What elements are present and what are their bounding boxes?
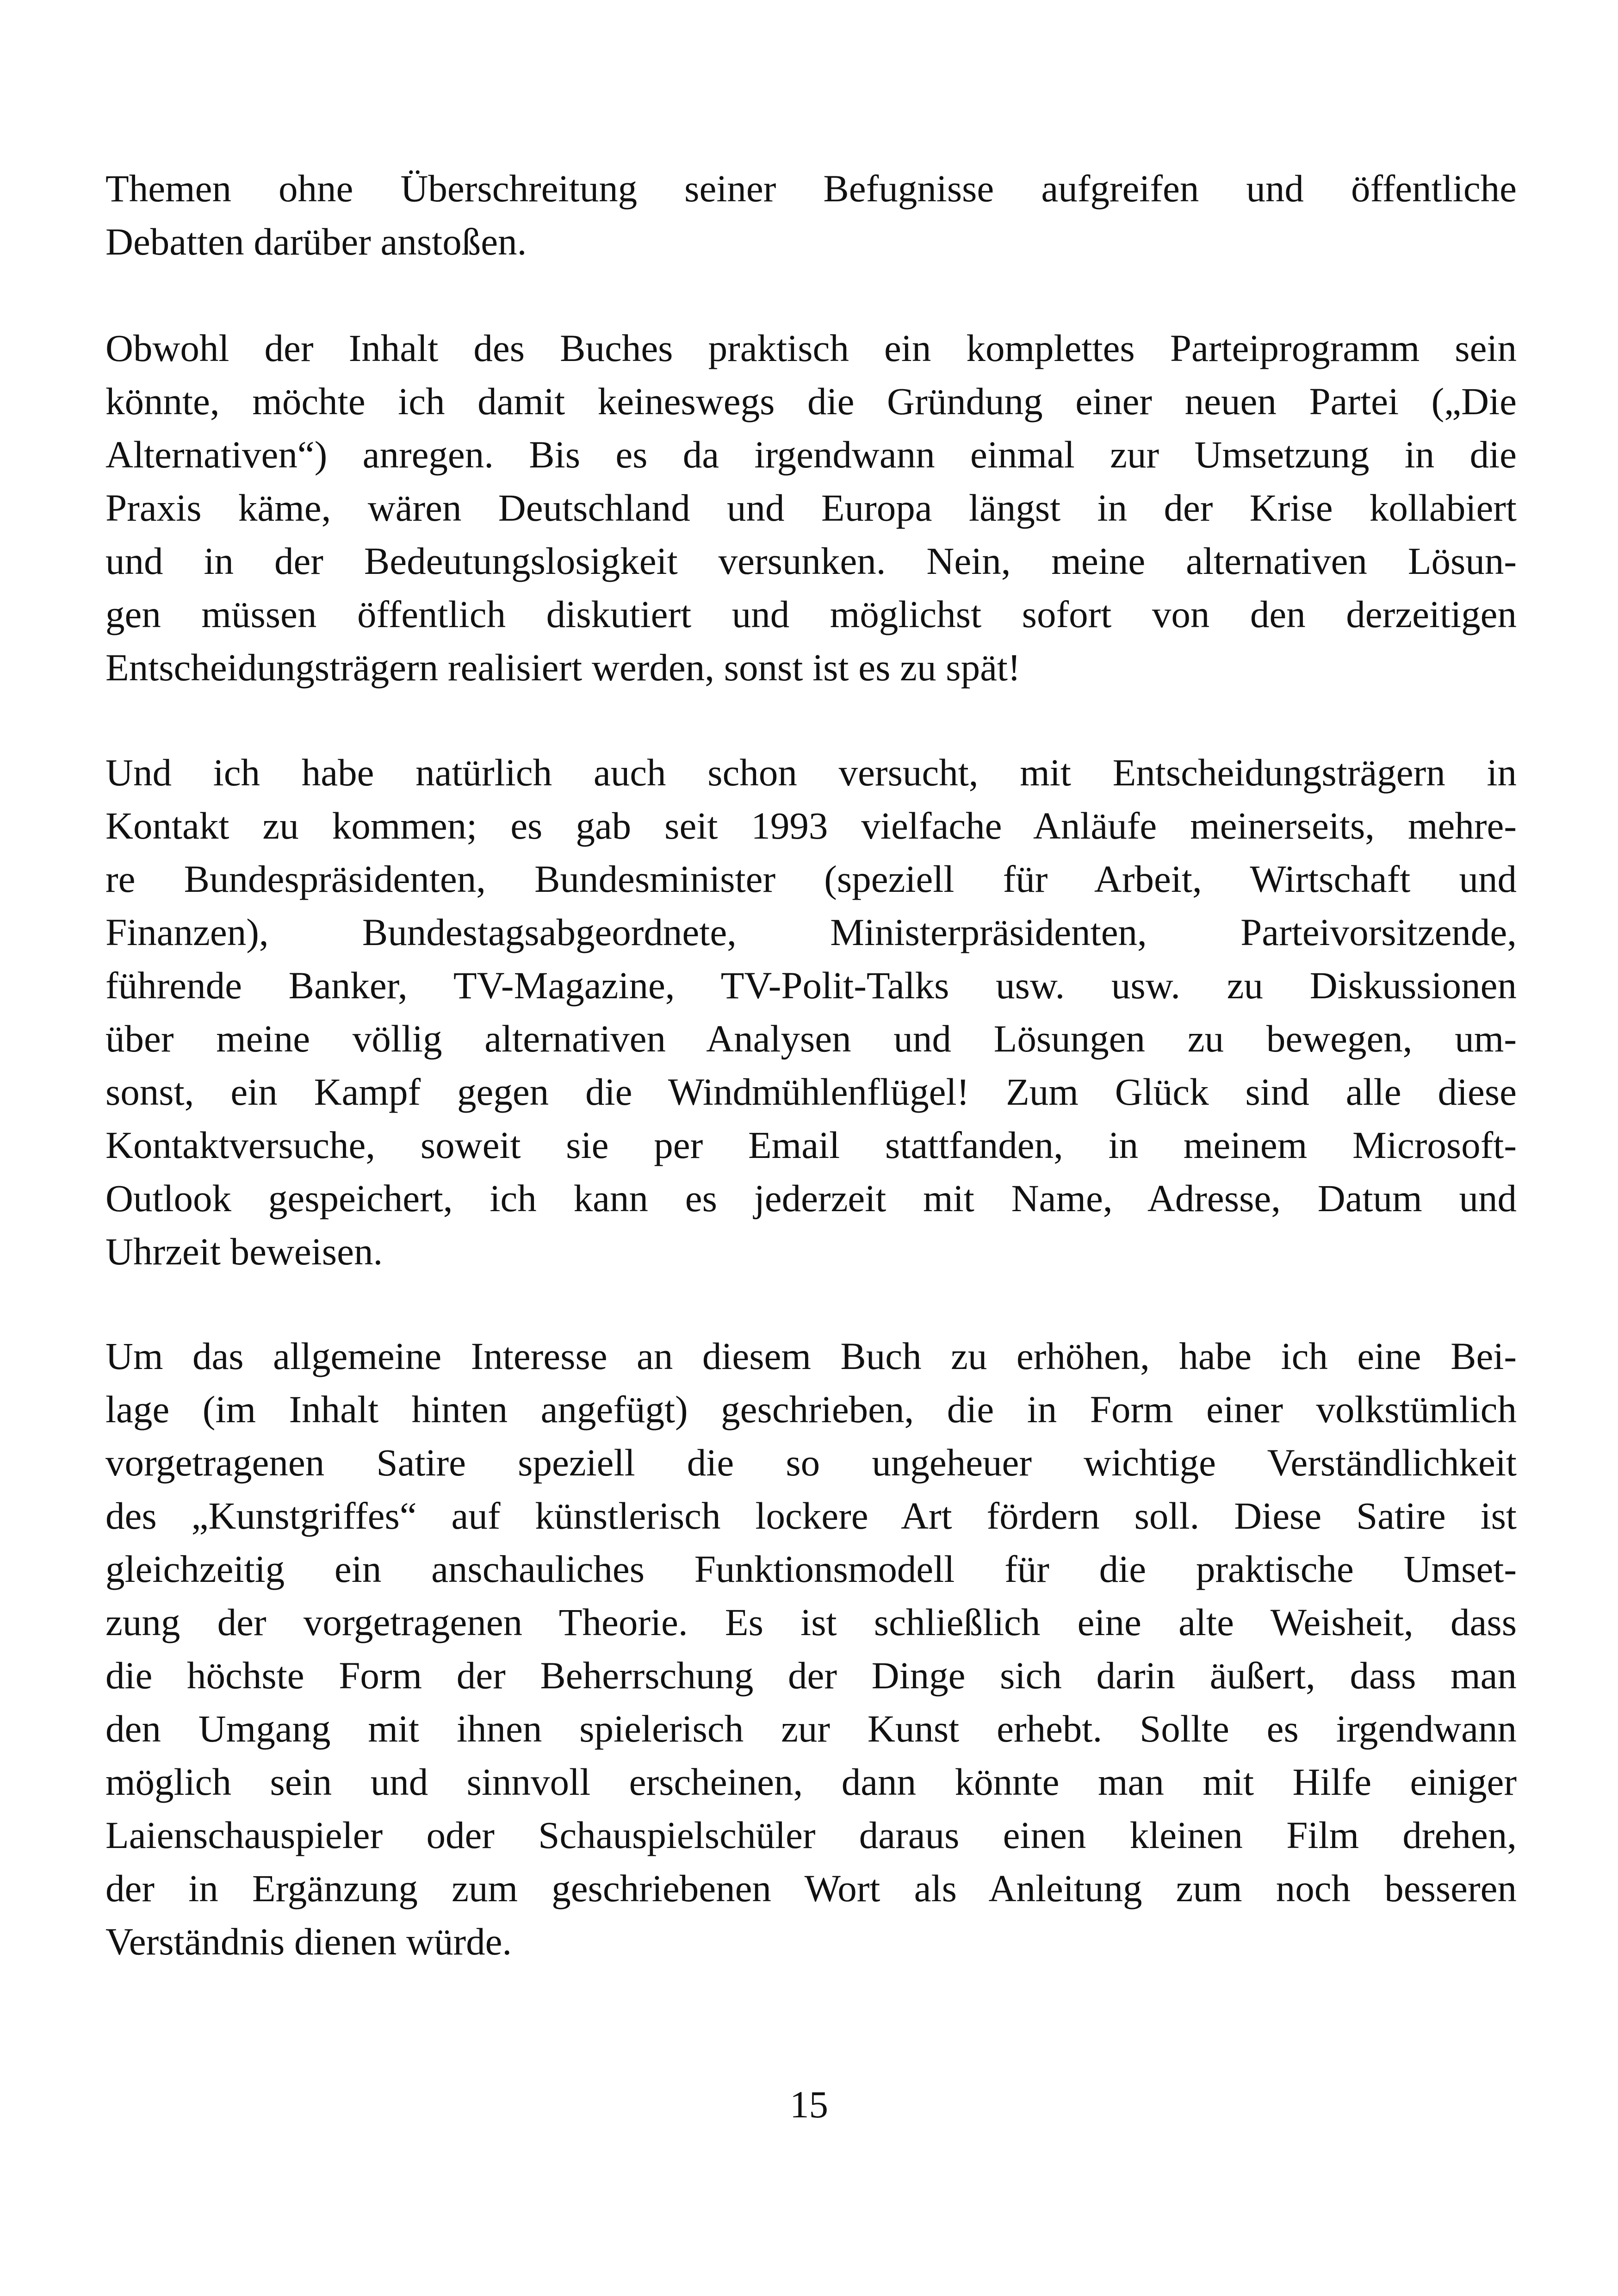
paragraph-1 bbox=[105, 162, 1517, 268]
text-line: vorgetragenen Satire speziell die so ungeheuer wichtige Verständlichkeit bbox=[105, 1441, 1517, 1484]
text-line: Verständnis dienen würde. bbox=[105, 1920, 512, 1963]
text-line: Entscheidungsträgern realisiert werden, sonst ist es zu spät! bbox=[105, 646, 1021, 689]
text-line: Alternativen“) anregen. Bis es da irgendwann einmal zur Umsetzung in die bbox=[105, 433, 1517, 476]
text-line: gleichzeitig ein anschauliches Funktionsmodell für die praktische Umset- bbox=[105, 1548, 1517, 1590]
text-line: Debatten darüber anstoßen. bbox=[105, 220, 527, 263]
text-line: Laienschauspieler oder Schauspielschüler daraus einen kleinen Film drehen, bbox=[105, 1814, 1517, 1856]
text-line: gen müssen öffentlich diskutiert und möglichst sofort von den derzeitigen bbox=[105, 593, 1517, 635]
text-line: die höchste Form der Beherrschung der Dinge sich darin äußert, dass man bbox=[105, 1654, 1517, 1697]
text-line: Finanzen), Bundestagsabgeordnete, Ministerpräsidenten, Parteivorsitzende, bbox=[105, 911, 1517, 953]
paragraph-3 bbox=[105, 746, 1517, 1278]
text-line: könnte, möchte ich damit keineswegs die Gründung einer neuen Partei („Die bbox=[105, 380, 1517, 423]
text-line: möglich sein und sinnvoll erscheinen, dann könnte man mit Hilfe einiger bbox=[105, 1761, 1517, 1803]
text-line: Themen ohne Überschreitung seiner Befugnisse aufgreifen und öffentliche bbox=[105, 167, 1517, 210]
text-line: Obwohl der Inhalt des Buches praktisch ein komplettes Parteiprogramm sein bbox=[105, 327, 1517, 369]
text-line: Outlook gespeichert, ich kann es jederzeit mit Name, Adresse, Datum und bbox=[105, 1177, 1517, 1220]
paragraph-4 bbox=[105, 1330, 1517, 1968]
text-line: Kontaktversuche, soweit sie per Email stattfanden, in meinem Microsoft- bbox=[105, 1124, 1517, 1166]
text-line: Kontakt zu kommen; es gab seit 1993 vielfache Anläufe meinerseits, mehre- bbox=[105, 804, 1517, 847]
page-number: 15 bbox=[790, 2083, 828, 2126]
text-line: zung der vorgetragenen Theorie. Es ist schließlich eine alte Weisheit, dass bbox=[105, 1601, 1517, 1643]
text-line: Praxis käme, wären Deutschland und Europa längst in der Krise kollabiert bbox=[105, 486, 1517, 529]
text-line: über meine völlig alternativen Analysen und Lösungen zu bewegen, um- bbox=[105, 1017, 1517, 1060]
text-line: führende Banker, TV-Magazine, TV-Polit-Talks usw. usw. zu Diskussionen bbox=[105, 964, 1517, 1007]
text-line: Und ich habe natürlich auch schon versucht, mit Entscheidungsträgern in bbox=[105, 751, 1517, 794]
text-line: und in der Bedeutungslosigkeit versunken. Nein, meine alternativen Lösun- bbox=[105, 540, 1517, 582]
text-line: den Umgang mit ihnen spielerisch zur Kunst erhebt. Sollte es irgendwann bbox=[105, 1707, 1517, 1750]
text-line: re Bundespräsidenten, Bundesminister (speziell für Arbeit, Wirtschaft und bbox=[105, 858, 1517, 900]
text-line: des „Kunstgriffes“ auf künstlerisch lockere Art fördern soll. Diese Satire ist bbox=[105, 1494, 1517, 1537]
text-line: Uhrzeit beweisen. bbox=[105, 1230, 383, 1273]
paragraph-2 bbox=[105, 322, 1517, 694]
text-line: lage (im Inhalt hinten angefügt) geschrieben, die in Form einer volkstümlich bbox=[105, 1388, 1517, 1431]
text-line: der in Ergänzung zum geschriebenen Wort als Anleitung zum noch besseren bbox=[105, 1867, 1517, 1910]
text-line: sonst, ein Kampf gegen die Windmühlenflügel! Zum Glück sind alle diese bbox=[105, 1070, 1517, 1113]
text-line: Um das allgemeine Interesse an diesem Buch zu erhöhen, habe ich eine Bei- bbox=[105, 1335, 1517, 1377]
